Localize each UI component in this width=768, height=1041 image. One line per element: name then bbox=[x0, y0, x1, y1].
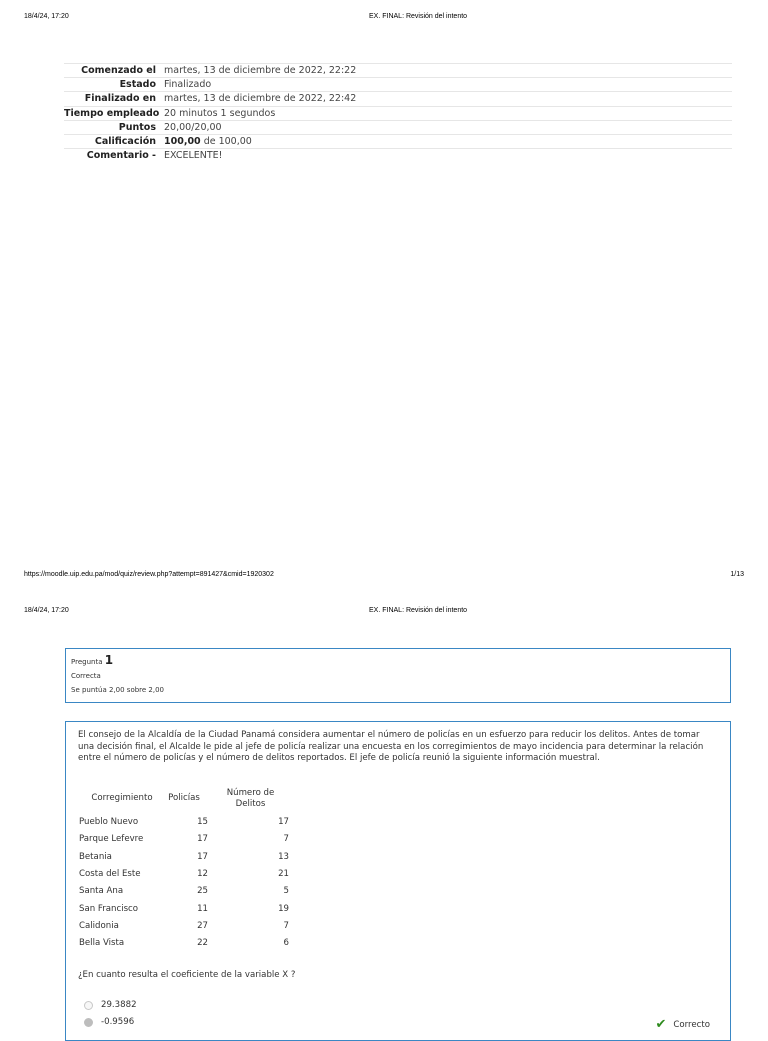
table-row bbox=[78, 883, 289, 900]
table-cell: Pueblo Nuevo bbox=[79, 817, 139, 828]
summary-label: Estado bbox=[119, 79, 156, 91]
question-label: Pregunta bbox=[71, 658, 103, 666]
table-cell: Calidonia bbox=[79, 920, 119, 931]
question-grade: Se puntúa 2,00 sobre 2,00 bbox=[71, 686, 165, 694]
summary-row bbox=[64, 135, 732, 149]
summary-value: martes, 13 de diciembre de 2022, 22:22 bbox=[164, 65, 357, 76]
data-table bbox=[78, 784, 289, 952]
answer-feedback bbox=[655, 1017, 710, 1032]
table-row bbox=[78, 849, 289, 866]
question-number-value: 1 bbox=[104, 653, 114, 667]
feedback-label: Correcto bbox=[673, 1019, 710, 1030]
table-cell: Parque Lefevre bbox=[79, 834, 144, 845]
table-row bbox=[78, 935, 289, 952]
table-cell: 5 bbox=[283, 886, 289, 897]
radio-button[interactable] bbox=[84, 1018, 93, 1027]
answer-option[interactable] bbox=[84, 1000, 137, 1010]
table-header: Corregimiento bbox=[91, 793, 153, 804]
summary-value: martes, 13 de diciembre de 2022, 22:42 bbox=[164, 93, 357, 105]
table-cell: 25 bbox=[197, 886, 208, 897]
print-datetime: 18/4/24, 17:20 bbox=[24, 13, 69, 20]
summary-value: 20 minutos 1 segundos bbox=[164, 107, 276, 119]
table-cell: 7 bbox=[283, 920, 289, 931]
table-cell: 21 bbox=[278, 869, 289, 880]
table-cell: 11 bbox=[197, 903, 208, 914]
summary-row bbox=[64, 92, 732, 106]
question-number bbox=[71, 653, 725, 669]
table-row bbox=[78, 918, 289, 935]
table-cell: 7 bbox=[283, 834, 289, 845]
question-info-box bbox=[65, 648, 731, 703]
summary-row bbox=[64, 107, 732, 121]
table-row bbox=[78, 814, 289, 831]
table-cell: 17 bbox=[197, 834, 208, 845]
print-url: https://moodle.uip.edu.pa/mod/quiz/review.php?attempt=891427&cmid=1920302 bbox=[24, 571, 274, 578]
print-header bbox=[0, 607, 768, 621]
summary-row bbox=[64, 78, 732, 92]
table-cell: Santa Ana bbox=[79, 886, 124, 897]
summary-row bbox=[64, 149, 732, 163]
table-cell: 12 bbox=[197, 869, 208, 880]
print-page-title: EX. FINAL: Revisión del intento bbox=[369, 607, 468, 614]
grade-max: de 100,00 bbox=[200, 135, 252, 147]
print-header bbox=[0, 13, 768, 27]
print-footer bbox=[0, 571, 768, 585]
table-cell: 22 bbox=[197, 938, 208, 949]
table-cell: 17 bbox=[197, 851, 208, 862]
summary-label: Comenzado el bbox=[81, 65, 156, 76]
table-cell: 27 bbox=[197, 920, 208, 931]
grade-value: 100,00 bbox=[164, 135, 201, 147]
question-content-box bbox=[65, 721, 731, 1041]
summary-label: Puntos bbox=[118, 121, 156, 133]
summary-label: Finalizado en bbox=[84, 93, 156, 105]
summary-row bbox=[64, 64, 732, 78]
table-cell: 15 bbox=[197, 817, 208, 828]
summary-row bbox=[64, 121, 732, 135]
answer-label: 29.3882 bbox=[101, 1000, 137, 1010]
table-cell: 6 bbox=[283, 938, 289, 949]
summary-value: EXCELENTE! bbox=[164, 150, 223, 162]
table-cell: Bella Vista bbox=[79, 938, 125, 949]
summary-value: 20,00/20,00 bbox=[164, 121, 222, 133]
table-header: Policías bbox=[168, 793, 200, 804]
table-header: Número de Delitos bbox=[226, 787, 275, 809]
table-row bbox=[78, 900, 289, 917]
answer-label: -0.9596 bbox=[101, 1017, 135, 1027]
radio-button[interactable] bbox=[84, 1001, 93, 1010]
question-state: Correcta bbox=[71, 672, 101, 680]
summary-label: Calificación bbox=[94, 135, 156, 147]
table-header-row bbox=[78, 784, 289, 814]
summary-value: Finalizado bbox=[164, 79, 212, 91]
question-prompt: ¿En cuanto resulta el coeficiente de la variable X ? bbox=[78, 970, 296, 980]
attempt-summary-table bbox=[64, 63, 732, 163]
check-icon: ✔ bbox=[655, 1017, 667, 1032]
table-row bbox=[78, 866, 289, 883]
question-text: El consejo de la Alcaldía de la Ciudad Panamá considera aumentar el número de policías en un esfuerzo para reducir los delitos. Antes de tomar una decisión final, el Alcalde le pide al jefe de policía realizar una encuesta en los corregimientos de mayo incidencia para determinar la relación entre el número de policías y el número de delitos reportados. El jefe de policía reunió la siguiente información muestral. bbox=[78, 730, 704, 763]
summary-value bbox=[164, 135, 252, 148]
table-cell: Costa del Este bbox=[79, 869, 141, 880]
answer-option[interactable] bbox=[84, 1017, 134, 1027]
print-page-title: EX. FINAL: Revisión del intento bbox=[369, 13, 468, 20]
table-cell: 19 bbox=[278, 903, 289, 914]
table-row bbox=[78, 831, 289, 848]
print-datetime: 18/4/24, 17:20 bbox=[24, 607, 69, 614]
table-cell: San Francisco bbox=[79, 903, 139, 914]
summary-label: Tiempo empleado bbox=[64, 107, 160, 119]
table-cell: 17 bbox=[278, 817, 289, 828]
table-cell: 13 bbox=[278, 851, 289, 862]
summary-label: Comentario - bbox=[86, 150, 156, 162]
print-page-number: 1/13 bbox=[730, 571, 744, 578]
table-cell: Betania bbox=[79, 851, 112, 862]
